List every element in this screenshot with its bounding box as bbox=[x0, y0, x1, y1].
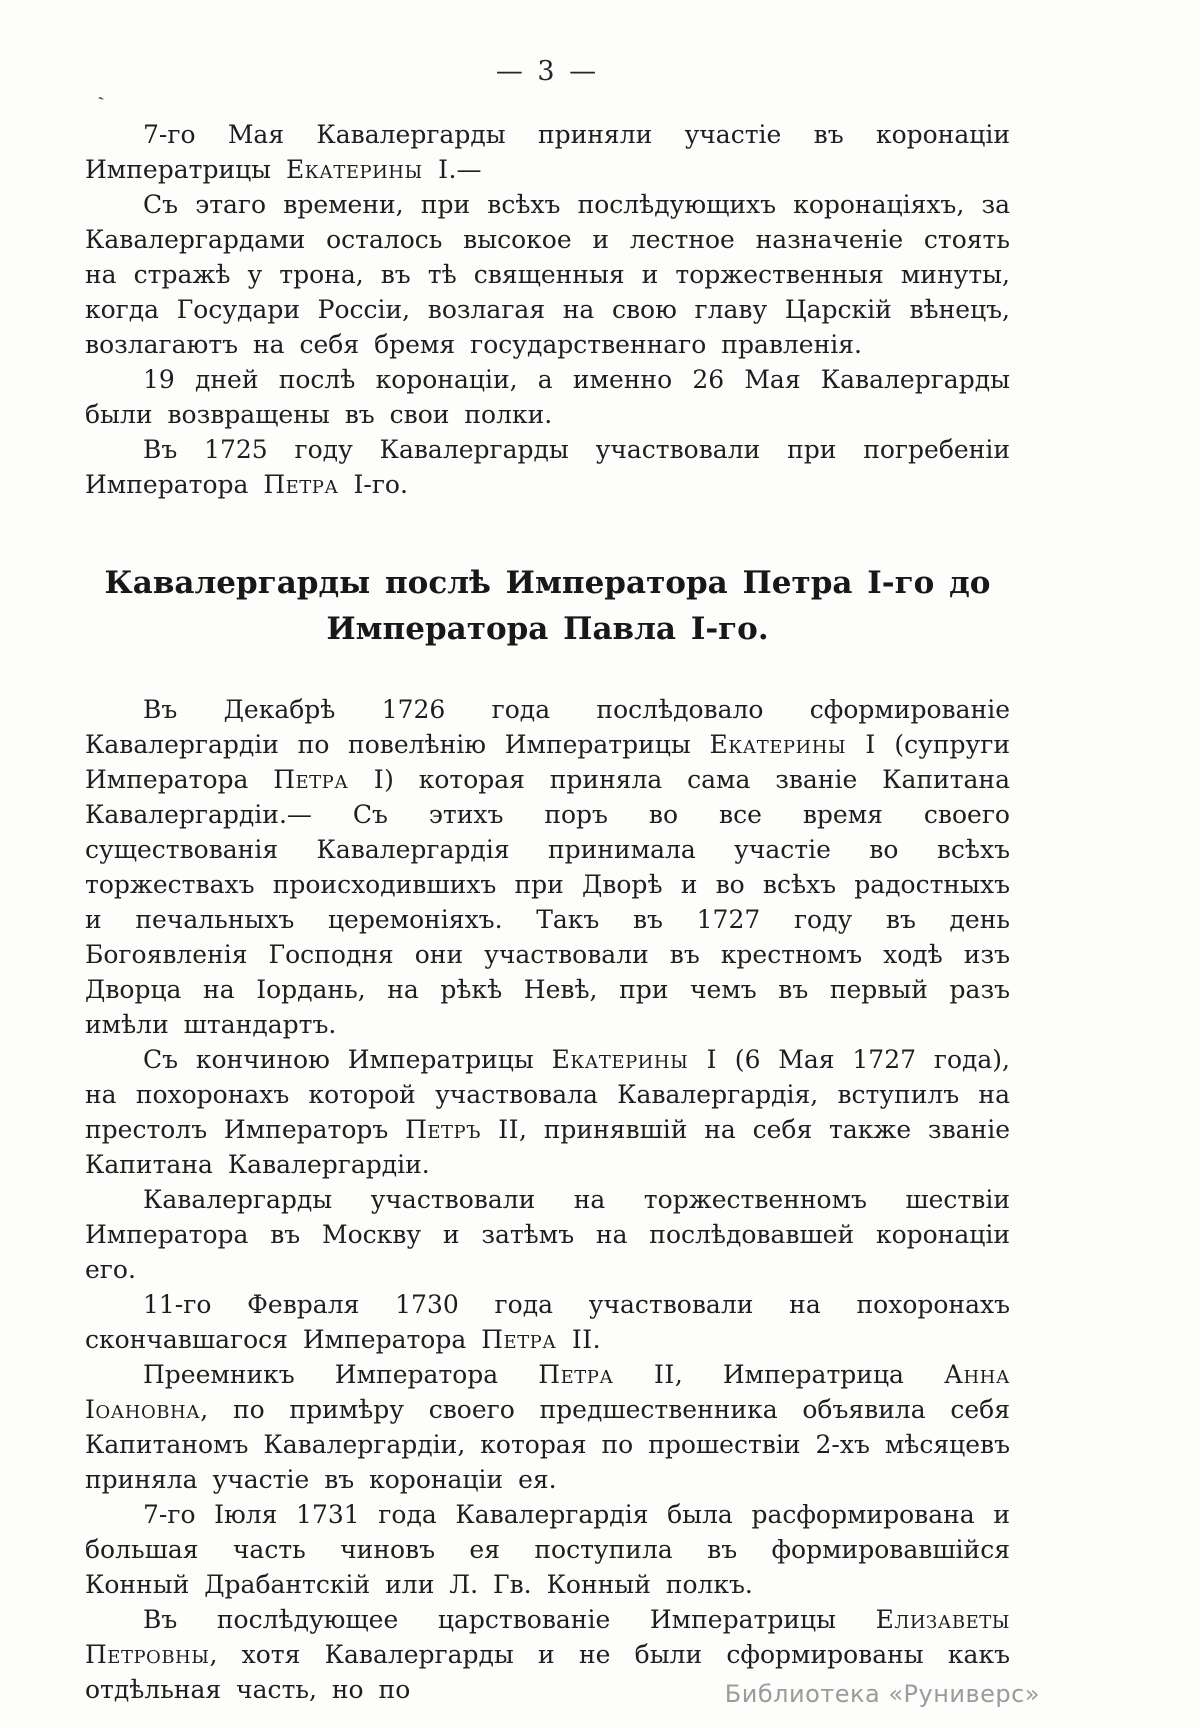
paragraph-coronation: 7-го Мая Кавалергарды приняли участіе въ коронаціи Императрицы Екатерины I.— bbox=[85, 120, 1010, 184]
section-heading-line-2: Императора Павла I-го. bbox=[326, 611, 769, 647]
page-number: — 3 — bbox=[495, 56, 600, 87]
library-watermark: Библиотека «Руниверс» bbox=[724, 1680, 1040, 1708]
paragraph-funeral-peter-ii: 11-го Февраля 1730 года участвовали на похоронахъ скончавшагося Императора Петра II. bbox=[85, 1290, 1010, 1354]
paragraph-funeral-peter-i: Въ 1725 году Кавалергарды участвовали при погребеніи Императора Петра I-го. bbox=[85, 435, 1010, 499]
paragraph-catherine-death: Съ кончиною Императрицы Екатерины I (6 Мая 1727 года), на похоронахъ которой участвовала Кавалергардія, вступилъ на престолъ Императоръ Петръ II, принявшій на себя также званіе Капитана Кавалергардіи. bbox=[85, 1045, 1010, 1179]
paragraph-disbandment-1731: 7-го Іюля 1731 года Кавалергардія была расформирована и большая часть чиновъ ея поступила въ формировавшійся Конный Драбантскій или Л. Гв. Конный полкъ. bbox=[85, 1500, 1010, 1599]
text-block bbox=[85, 0, 1010, 1707]
print-artifact: ˏ bbox=[90, 76, 106, 103]
paragraph-formation-1726: Въ Декабрѣ 1726 года послѣдовало сформированіе Кавалергардіи по повелѣнію Императрицы Екатерины I (супруги Императора Петра I) которая приняла сама званіе Капитана Кавалергардіи.— Съ этихъ поръ во все время своего существованія Кавалергардія принимала участіе во всѣхъ торжествахъ происходившихъ при Дворѣ и во всѣхъ радостныхъ и печальныхъ церемоніяхъ. Такъ въ 1727 году въ день Богоявленія Господня они участвовали въ крестномъ ходѣ изъ Дворца на Іордань, на рѣкѣ Невѣ, при чемъ въ первый разъ имѣли штандартъ. bbox=[85, 695, 1010, 1039]
paragraph-anna-ioannovna: Преемникъ Императора Петра II, Императрица Анна Іоановна, по примѣру своего предшественника объявила себя Капитаномъ Кавалергардіи, которая по прошествіи 2-хъ мѣсяцевъ приняла участіе въ коронаціи ея. bbox=[85, 1360, 1010, 1494]
paragraph-elizaveta-reign: Въ послѣдующее царствованіе Императрицы Елизаветы Петровны, хотя Кавалергарды и не были сформированы какъ отдѣльная часть, но по bbox=[85, 1605, 1010, 1704]
paragraph-return-to-regiments: 19 дней послѣ коронаціи, а именно 26 Мая Кавалергарды были возвращены въ свои полки. bbox=[85, 365, 1010, 429]
paragraph-throne-guard: Съ этаго времени, при всѣхъ послѣдующихъ коронаціяхъ, за Кавалергардами осталось высокое и лестное назначеніе стоять на стражѣ у трона, въ тѣ священныя и торжественныя минуты, когда Государи Россіи, возлагая на свою главу Царскій вѣнецъ, возлагаютъ на себя бремя государственнаго правленія. bbox=[85, 190, 1010, 359]
section-heading bbox=[85, 560, 1010, 652]
paragraph-moscow-procession: Кавалергарды участвовали на торжественномъ шествіи Императора въ Москву и затѣмъ на послѣдовавшей коронаціи его. bbox=[85, 1185, 1010, 1284]
section-heading-line-1: Кавалергарды послѣ Императора Петра I-го до bbox=[104, 565, 991, 601]
